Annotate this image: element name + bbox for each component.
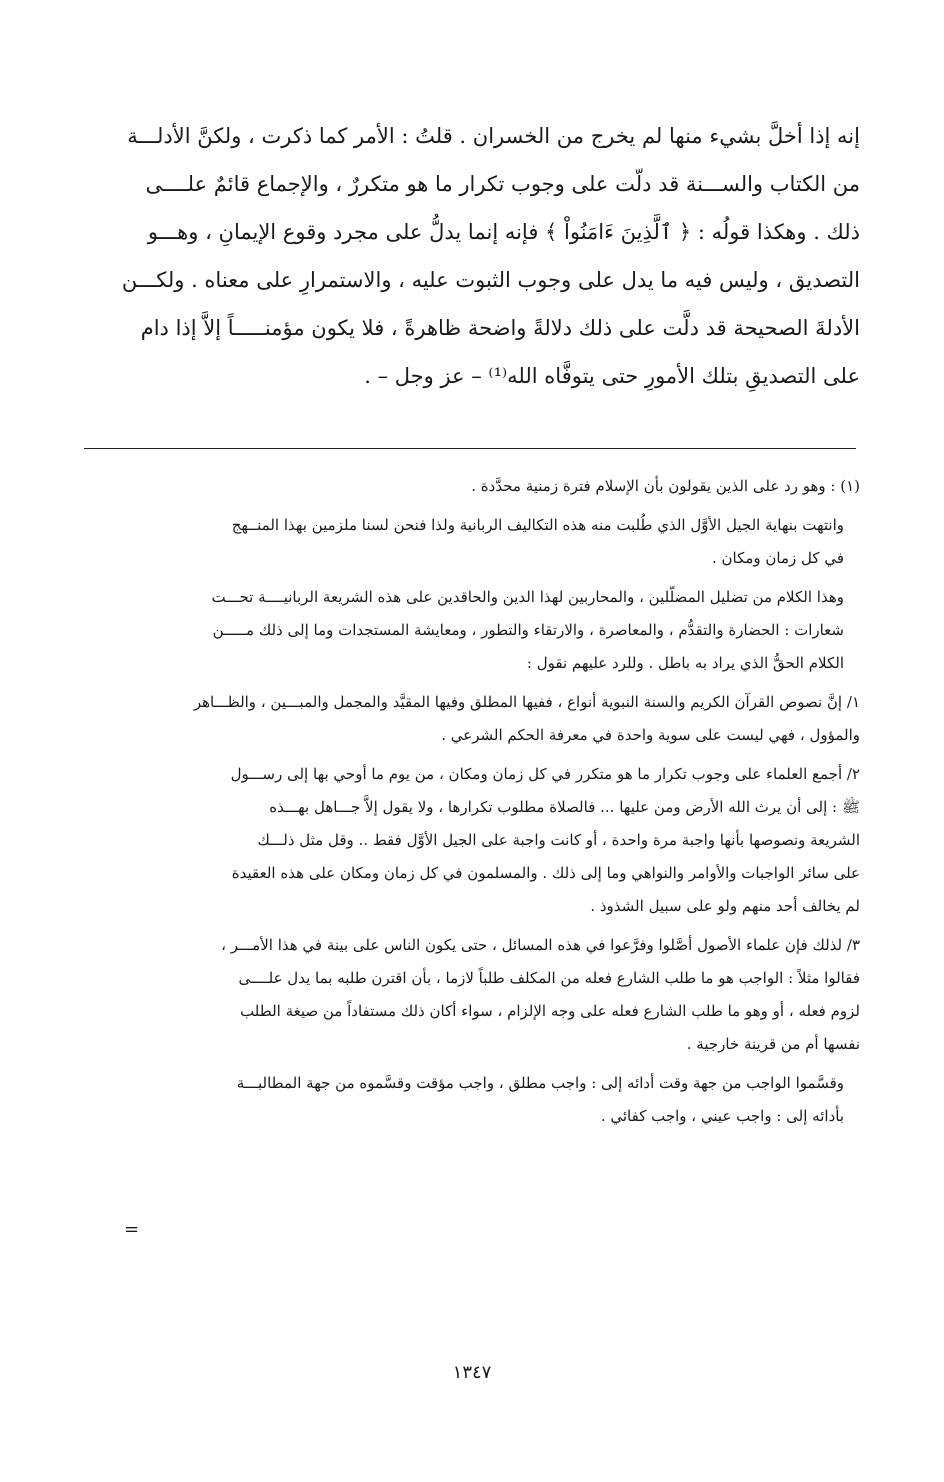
continuation-mark: = [124,1219,140,1240]
footnote-line: وقسَّموا الواجب من جهة وقت أدائه إلى : واجب مطلق ، واجب مؤقت وقسَّموه من جهة المطالبـــة [236,1074,844,1092]
main-text-line: الأدلةَ الصحيحة قد دلَّت على ذلك دلالةً واضحة ظاهرةً ، فلا يكون مؤمنـــــاً إلاَّ إذا دام [140,316,860,340]
main-text-line: التصديق ، وليس فيه ما يدل على وجوب الثبوت عليه ، والاستمرارِ على معناه . ولكـــن [121,268,860,292]
footnote-paragraph-2 [84,581,860,680]
footnote-item-2 [84,758,860,923]
footnote-item-3 [84,929,860,1061]
footnote-line: الشريعة ونصوصها بأنها واجبة مرة واحدة ، أو كانت واجبة على الجيل الأوَّل فقط .. وقل مثل ذلـــك [257,831,860,849]
footnote-line: شعارات : الحضارة والتقدُّم ، والمعاصرة ، والارتقاء والتطور ، ومعايشة المستجدات وما إلى ذلك مـــــن [212,621,844,639]
main-text-line: على التصديقِ بتلك الأمورِ حتى يتوفَّاه الله⁽¹⁾ – عز وجل – . [364,364,860,388]
footnote-line: ٣/ لذلك فإن علماء الأصول أصَّلوا وفرَّعوا في هذه المسائل ، حتى يكون الناس على بينة في هذا الأمـــر ، [221,936,860,954]
main-text-line: ذلك . وهكذا قولُه : ﴿ ٱلَّذِينَ ءَامَنُواْ ﴾ فإنه إنما يدلُّ على مجرد وقوع الإيمانِ ، وهـــو [147,220,860,244]
footnote-item-1 [84,686,860,752]
main-text-line: إنه إذا أخلَّ بشيء منها لم يخرج من الخسران . قلتُ : الأمر كما ذكرت ، ولكنَّ الأدلـــة [127,124,860,148]
footnote-line: نفسها أم من قرينة خارجية . [686,1035,860,1053]
footnote-line: (١) : وهو رد على الذين يقولون بأن الإسلام فترة زمنية محدَّدة . [471,477,860,495]
main-text-line: من الكتاب والســـنة قد دلّت على وجوب تكرار ما هو متكررٌ ، والإجماع قائمٌ علــــى [145,172,860,196]
footnotes-section [84,470,860,1139]
page-number: ١٣٤٧ [452,1362,492,1383]
footnote-line: الكلام الحقُّ الذي يراد به باطل . وللرد عليهم نقول : [526,654,844,672]
footnote-line: ٢/ أجمع العلماء على وجوب تكرار ما هو متكرر في كل زمان ومكان ، من يوم ما أوحي بها إلى رســـول [230,765,860,783]
footnote-line: في كل زمان ومكان . [711,549,844,567]
footnote-line: لم يخالف أحد منهم ولو على سبيل الشذوذ . [590,897,860,915]
footnote-line: والمؤول ، فهي ليست على سوية واحدة في معرفة الحكم الشرعي . [441,726,860,744]
footnote-line: فقالوا مثلاً : الواجب هو ما طلب الشارع فعله من المكلف طلباً لازما ، بأن اقترن طلبه بما يدل علــــى [238,969,860,987]
footnote-line: ﷺ : إلى أن يرث الله الأرض ومن عليها ... فالصلاة مطلوب تكرارها ، ولا يقول إلاَّ جـــاهل بهـــذه [269,798,860,816]
footnote-line: على سائر الواجبات والأوامر والنواهي وما إلى ذلك . والمسلمون في كل زمان ومكان على هذه العقيدة [231,864,860,882]
footnote-line: لزوم فعله ، أو وهو ما طلب الشارع فعله على وجه الإلزام ، سواء أكان ذلك مستفاداً من صيغة الطلب [240,1002,860,1020]
main-text [84,112,860,400]
footnote-line: بأدائه إلى : واجب عيني ، واجب كفائي . [600,1107,844,1125]
footnote-paragraph-3 [84,1067,860,1133]
footnote-1-intro [84,470,860,503]
footnote-line: ١/ إنَّ نصوص القرآن الكريم والسنة النبوية أنواع ، ففيها المطلق وفيها المقيَّد والمجمل والمبـــين ، والظـــاهر [193,693,860,711]
footnote-line: وهذا الكلام من تضليل المضلّلين ، والمحاربين لهذا الدين والحاقدين على هذه الشريعة الربانيــــة تحـــت [211,588,844,606]
footnote-line: وانتهت بنهاية الجيل الأوَّل الذي طُلبت منه هذه التكاليف الربانية ولذا فنحن لسنا ملزمين بهذا المنــهج [231,516,844,534]
footnote-separator [84,448,856,449]
footnote-paragraph-1 [84,509,860,575]
